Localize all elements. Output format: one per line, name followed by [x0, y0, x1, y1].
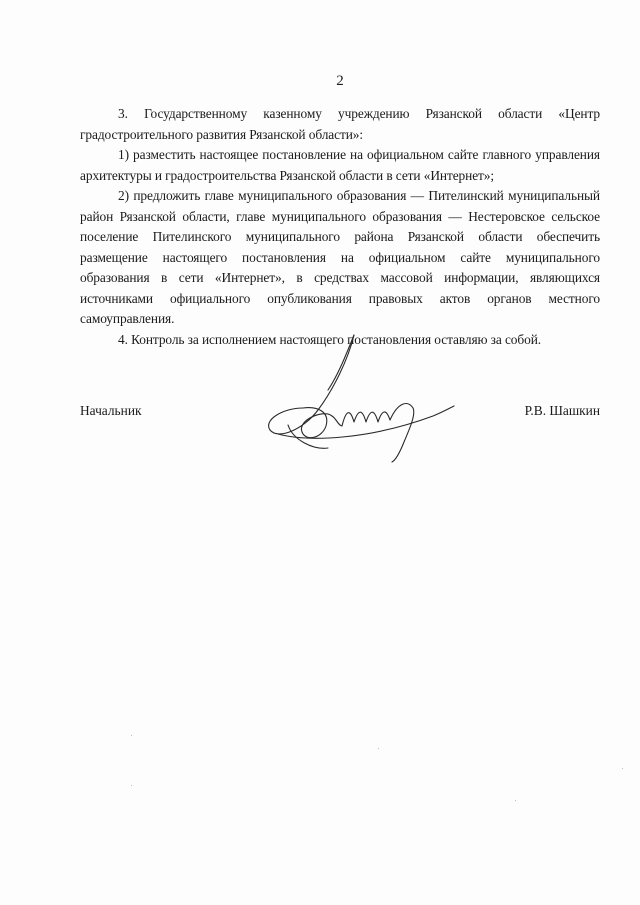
page-number: 2	[336, 73, 344, 89]
paragraph-subitem-2: 2) предложить главе муниципального образования — Пителинский муниципальный район Рязанской области, главе муниципального образования — Нестеровское сельское поселение Пителинского муниципального района Рязанской области обеспечить размещение настоящего постановления на официальном сайте муниципального образования в сети «Интернет», в средствах массовой информации, являющихся источниками официального опубликования правовых актов органов местного самоуправления.	[80, 188, 600, 326]
signer-name: Р.В. Шашкин	[524, 403, 600, 418]
scan-speck	[622, 768, 623, 769]
signature-block	[80, 403, 600, 427]
signer-position: Начальник	[80, 403, 142, 418]
scan-speck	[378, 748, 379, 749]
paragraph-subitem-1: 1) разместить настоящее постановление на официальном сайте главного управления архитектуры и градостроительства Рязанской области в сети «Интернет»;	[80, 147, 600, 183]
paragraph-item-4: 4. Контроль за исполнением настоящего постановления оставляю за собой.	[118, 331, 542, 347]
document-body	[80, 104, 600, 350]
scan-speck	[515, 800, 516, 801]
scan-speck	[131, 735, 132, 736]
scan-speck	[131, 785, 132, 786]
handwritten-signature	[258, 330, 458, 470]
paragraph-item-3: 3. Государственному казенному учреждению Рязанской области «Центр градостроительного развития Рязанской области»:	[80, 106, 600, 142]
